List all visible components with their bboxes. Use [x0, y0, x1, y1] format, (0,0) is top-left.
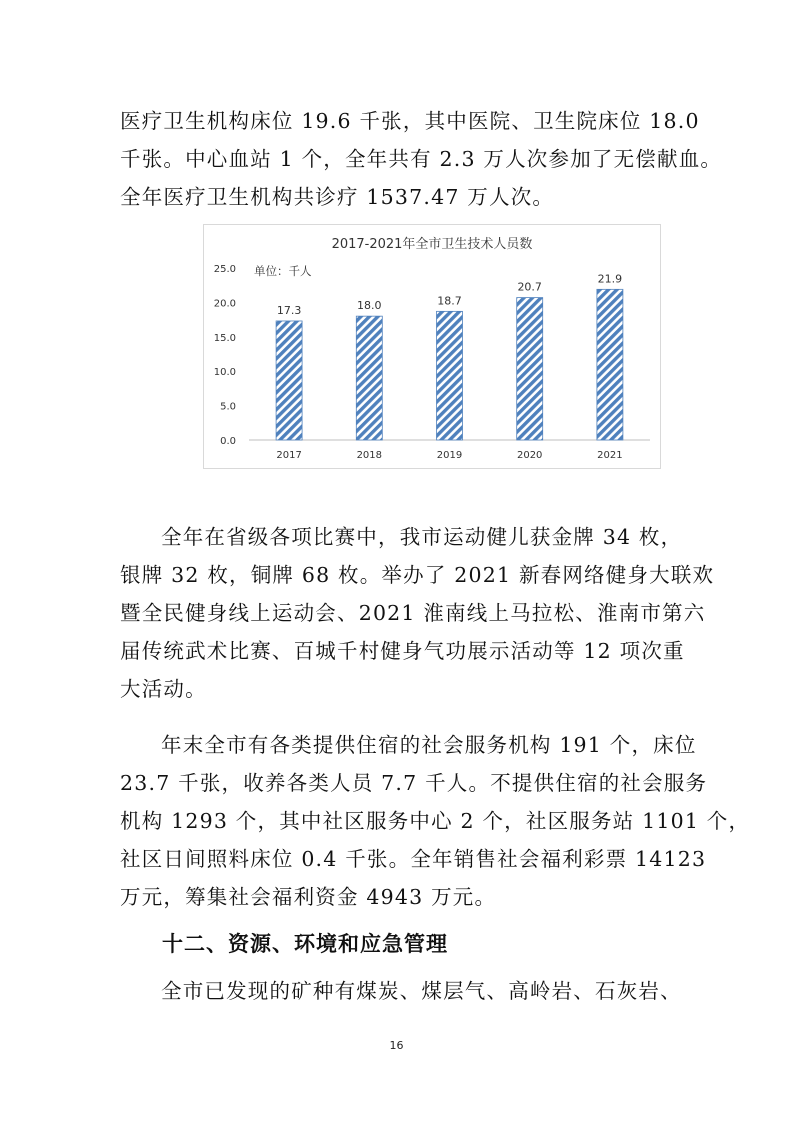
unit-label: 单位：千人 — [254, 264, 312, 278]
x-tick-label: 2018 — [356, 450, 383, 461]
text-line: 万元，筹集社会福利资金 4943 万元。 — [120, 885, 497, 909]
data-label: 21.9 — [597, 272, 623, 286]
paragraph-sports — [120, 518, 715, 708]
data-label: 20.7 — [517, 280, 542, 294]
x-tick-label: 2019 — [436, 450, 463, 461]
bar-chart-svg — [204, 225, 660, 468]
text-line: 千张。中心血站 1 个，全年共有 2.3 万人次参加了无偿献血。 — [120, 147, 723, 171]
y-tick-label: 10.0 — [213, 367, 236, 379]
data-label: 17.3 — [276, 303, 302, 317]
text-line: 全年在省级各项比赛中，我市运动健儿获金牌 34 枚， — [161, 525, 683, 549]
paragraph-resources — [120, 972, 682, 1010]
section-heading: 十二、资源、环境和应急管理 — [162, 932, 448, 956]
health-staff-chart — [203, 224, 661, 469]
y-tick-label: 25.0 — [213, 264, 236, 275]
text-line: 医疗卫生机构床位 19.6 千张，其中医院、卫生院床位 18.0 — [120, 109, 700, 133]
text-line: 全市已发现的矿种有煤炭、煤层气、高岭岩、石灰岩、 — [161, 979, 682, 1003]
bar-2017 — [276, 321, 302, 440]
y-tick-label: 0.0 — [220, 436, 236, 447]
bar-2020 — [517, 298, 543, 440]
bar-2018 — [356, 316, 382, 440]
text-line: 年末全市有各类提供住宿的社会服务机构 191 个，床位 — [161, 733, 697, 757]
text-line: 大活动。 — [120, 677, 207, 701]
y-tick-label: 20.0 — [213, 298, 236, 310]
y-tick-label: 5.0 — [220, 401, 236, 413]
data-label: 18.0 — [357, 299, 382, 313]
bar-2019 — [437, 311, 463, 440]
text-line: 23.7 千张，收养各类人员 7.7 千人。不提供住宿的社会服务 — [120, 771, 708, 795]
page-number: 16 — [389, 1039, 404, 1052]
data-label: 18.7 — [437, 294, 462, 308]
text-line: 社区日间照料床位 0.4 千张。全年销售社会福利彩票 14123 — [120, 847, 707, 871]
chart-title: 2017-2021年全市卫生技术人员数 — [331, 237, 533, 252]
text-line: 银牌 32 枚，铜牌 68 枚。举办了 2021 新春网络健身大联欢 — [120, 563, 715, 587]
text-line: 届传统武术比赛、百城千村健身气功展示活动等 12 项次重 — [120, 639, 685, 663]
paragraph-medical — [120, 102, 723, 216]
bar-2021 — [597, 289, 623, 440]
text-line: 机构 1293 个，其中社区服务中心 2 个，社区服务站 1101 个， — [120, 809, 751, 833]
text-line: 暨全民健身线上运动会、2021 淮南线上马拉松、淮南市第六 — [120, 601, 706, 625]
paragraph-social-services — [120, 726, 751, 916]
x-tick-label: 2020 — [516, 450, 543, 461]
x-tick-label: 2021 — [597, 450, 623, 461]
y-tick-label: 15.0 — [213, 332, 236, 344]
text-line: 全年医疗卫生机构共诊疗 1537.47 万人次。 — [120, 185, 555, 209]
x-tick-label: 2017 — [276, 450, 302, 461]
